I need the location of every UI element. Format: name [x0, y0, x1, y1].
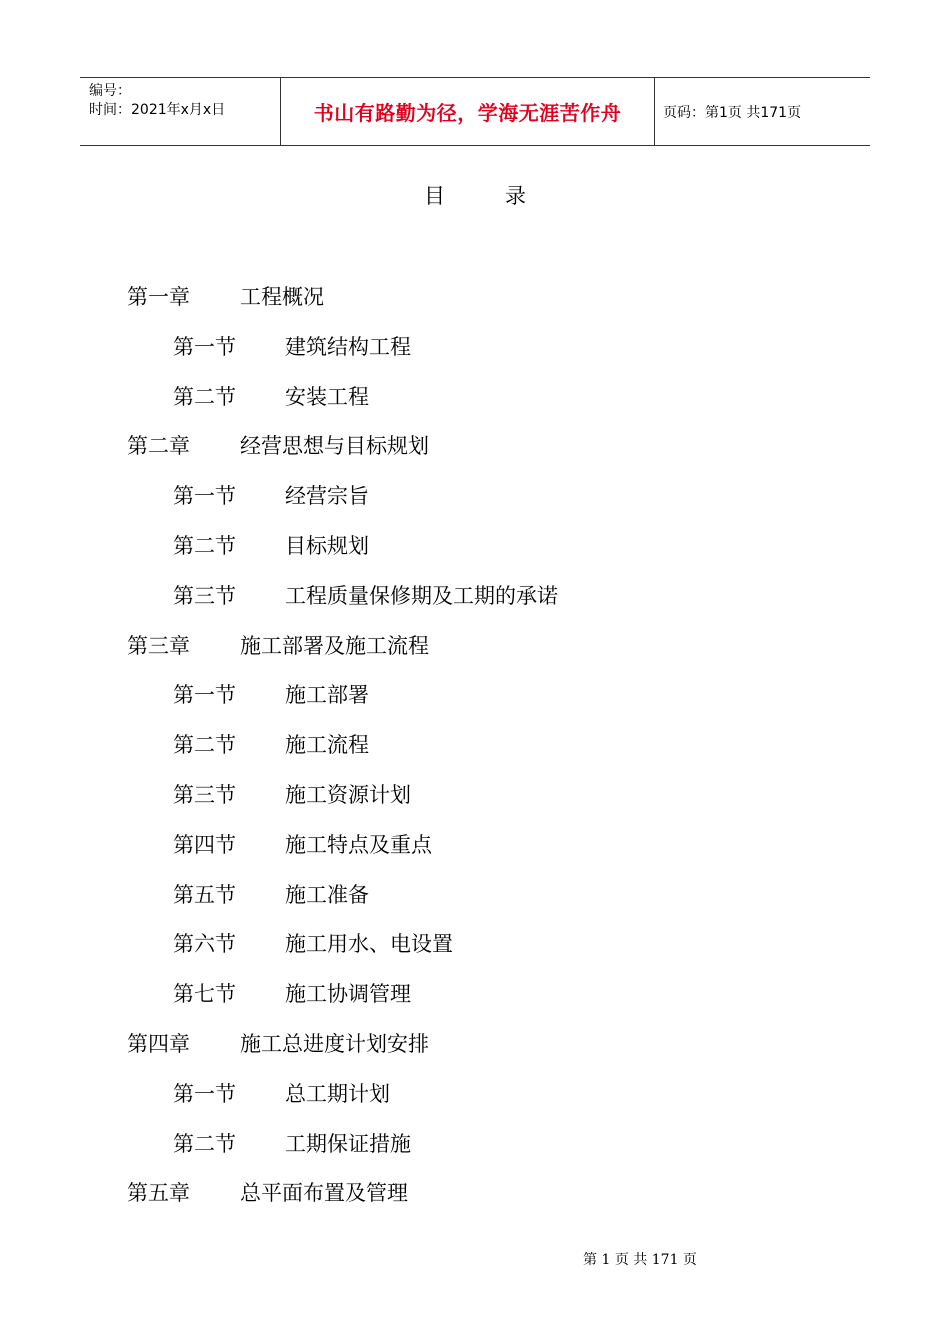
toc-entry-number: 第四节 [173, 832, 236, 857]
toc-section-entry [0, 379, 950, 429]
toc-entry-number: 第一节 [173, 1081, 236, 1106]
toc-entry-title: 施工部署 [285, 683, 369, 708]
toc-section-entry [0, 329, 950, 379]
header-page-cell [655, 78, 870, 145]
toc-chapter-entry [0, 1175, 950, 1225]
toc-entry-title: 工程质量保修期及工期的承诺 [285, 583, 558, 608]
toc-title: 目录 [424, 184, 586, 208]
toc-entry-title: 施工流程 [285, 733, 369, 758]
toc-entry-title: 施工部署及施工流程 [240, 633, 429, 658]
toc-entry-number: 第二节 [173, 733, 236, 758]
toc-entry-title: 总工期计划 [285, 1081, 390, 1106]
toc-chapter-entry [0, 279, 950, 329]
toc-entry-number: 第二节 [173, 384, 236, 409]
toc-entry-number: 第七节 [173, 982, 236, 1007]
toc-section-entry [0, 727, 950, 777]
toc-section-entry [0, 1076, 950, 1126]
toc-entry-title: 施工资源计划 [285, 782, 411, 807]
toc-entry-title: 施工特点及重点 [285, 832, 432, 857]
toc-section-entry [0, 827, 950, 877]
toc-entry-title: 总平面布置及管理 [240, 1181, 408, 1206]
toc-entry-number: 第二章 [127, 434, 190, 459]
document-time-label: 时间：2021年x月x日 [89, 102, 226, 118]
toc-section-entry [0, 528, 950, 578]
toc-section-entry [0, 677, 950, 727]
toc-entry-number: 第三章 [127, 633, 190, 658]
header-meta-cell [80, 78, 281, 145]
document-number-label: 编号： [89, 83, 131, 99]
toc-chapter-entry [0, 1026, 950, 1076]
toc-entry-number: 第四章 [127, 1031, 190, 1056]
toc-entry-number: 第五节 [173, 882, 236, 907]
toc-entry-number: 第二节 [173, 1131, 236, 1156]
header-motto-cell [281, 78, 655, 145]
toc-entry-number: 第三节 [173, 583, 236, 608]
toc-entry-title: 施工总进度计划安排 [240, 1031, 429, 1056]
toc-entry-title: 工期保证措施 [285, 1131, 411, 1156]
toc-entry-number: 第一节 [173, 484, 236, 509]
toc-entry-number: 第二节 [173, 533, 236, 558]
toc-entry-title: 施工准备 [285, 882, 369, 907]
toc-section-entry [0, 478, 950, 528]
toc-entry-title: 建筑结构工程 [285, 334, 411, 359]
toc-chapter-entry [0, 628, 950, 678]
toc-entry-title: 工程概况 [240, 285, 324, 309]
toc-section-entry [0, 1126, 950, 1176]
toc-entry-title: 施工用水、电设置 [285, 932, 453, 957]
toc-entry-title: 经营思想与目标规划 [240, 434, 429, 459]
header-page-info: 页码：第1页 共171页 [663, 104, 802, 121]
toc-section-entry [0, 976, 950, 1026]
toc-section-entry [0, 578, 950, 628]
toc-entry-number: 第一章 [127, 285, 190, 309]
toc-entry-title: 目标规划 [285, 533, 369, 558]
toc-entry-number: 第一节 [173, 683, 236, 708]
toc-entry-number: 第一节 [173, 334, 236, 359]
page-footer: 第 1 页 共 171 页 [583, 1252, 697, 1268]
table-of-contents [0, 279, 950, 1225]
toc-section-entry [0, 877, 950, 927]
toc-chapter-entry [0, 428, 950, 478]
toc-entry-title: 施工协调管理 [285, 982, 411, 1007]
toc-section-entry [0, 777, 950, 827]
toc-entry-title: 安装工程 [285, 384, 369, 409]
document-header [80, 77, 870, 146]
toc-entry-number: 第六节 [173, 932, 236, 957]
motto-text: 书山有路勤为径，学海无涯苦作舟 [313, 101, 622, 125]
toc-entry-number: 第五章 [127, 1181, 190, 1206]
toc-section-entry [0, 926, 950, 976]
toc-entry-title: 经营宗旨 [285, 484, 369, 509]
toc-entry-number: 第三节 [173, 782, 236, 807]
